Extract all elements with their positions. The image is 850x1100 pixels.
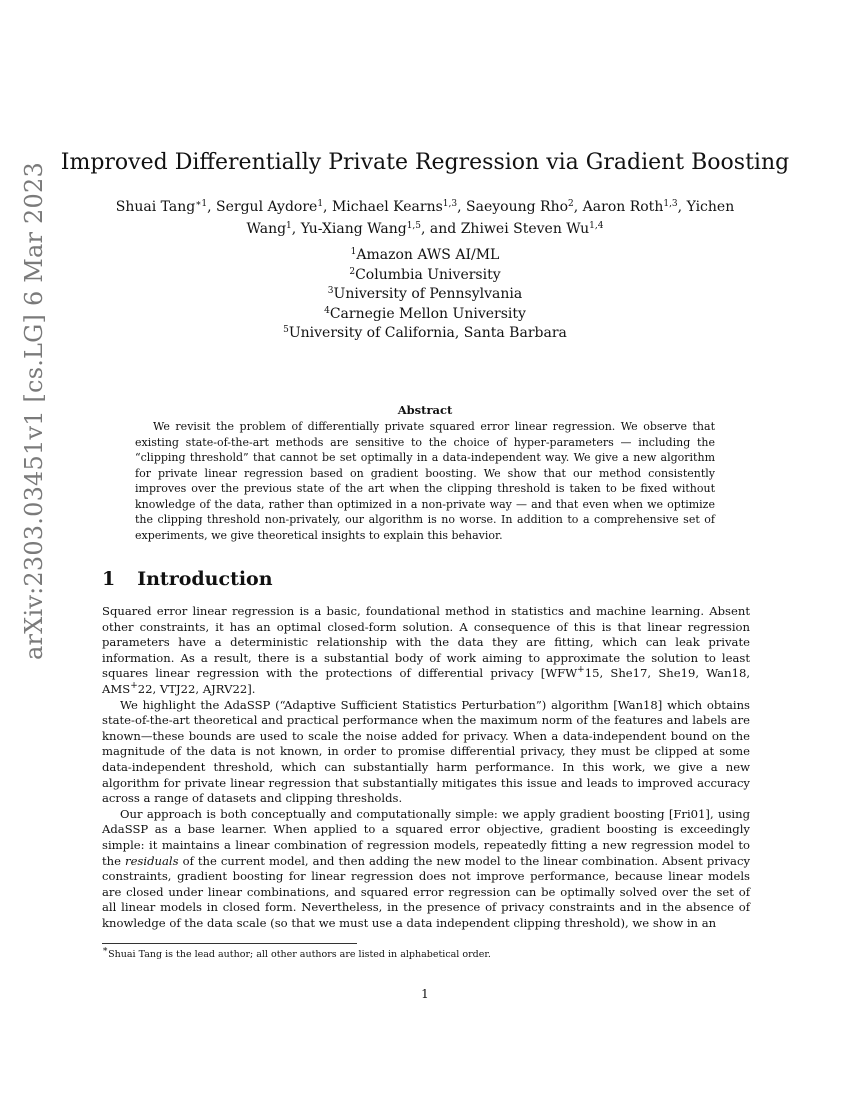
affiliation-list xyxy=(180,246,670,344)
author: Sergul Aydore$^1$ xyxy=(216,199,324,215)
introduction-body xyxy=(102,604,750,931)
abstract-text: We revisit the problem of differentially private squared error linear regression. We observe that existing state-of-the-art methods are sensitive to the choice of hyper-parameters — including the “clipping threshold” that cannot be set optimally in a data-independent way. We give a new algorithm for private linear regression based on gradient boosting. We show that our method consistently improves over the previous state of the art when the clipping threshold is taken to be fixed without knowledge of the data, rather than optimized in a non-private way — and that even when we optimize the clipping threshold non-privately, our algorithm is no worse. In addition to a comprehensive set of experiments, we give theoretical insights to explain this behavior. xyxy=(135,420,715,542)
paragraph: Squared error linear regression is a basic, foundational method in statistics and machine learning. Absent other constraints, it has an optimal closed-form solution. A consequence of this is that linear regression parameters have a deterministic relationship with the data they are fitting, which can leak private information. As a result, there is a substantial body of work aiming to approximate the solution to least squares linear regression with the protections of differential privacy [WFW+15, She17, She19, Wan18, AMS+22, VTJ22, AJRV22]. xyxy=(102,604,751,696)
author: Shuai Tang$^{∗1}$ xyxy=(115,199,208,215)
paragraph: We highlight the AdaSSP (“Adaptive Sufficient Statistics Perturbation”) algorithm [Wan18] which obtains state-of-the-art theoretical and practical performance when the maximum norm of the features and labels are known—these bounds are used to scale the noise added for privacy. When a data-independent bound on the magnitude of the data is not known, in order to promise differential privacy, they must be clipped at some data-independent threshold, which can substantially harm performance. In this work, we give a new algorithm for private linear regression that substantially mitigates this issue and leads to improved accuracy across a range of datasets and clipping thresholds. xyxy=(102,697,750,806)
affiliation: $^5$University of California, Santa Barbara xyxy=(283,325,567,341)
footnote-divider xyxy=(102,943,357,944)
author-list: Shuai Tang$^{∗1}$, Sergul Aydore$^1$, Michael Kearns$^{1,3}$, Saeyoung Rho$^2$, Aaron Roth$^{1,3}$, Yichen Wang$^1$, Yu-Xiang Wang$^{1,5}$, and Zhiwei Steven Wu$^{1,4}$ xyxy=(115,199,735,237)
footnote: ∗Shuai Tang is the lead author; all other authors are listed in alphabetical order. xyxy=(102,945,491,960)
section-number: 1 xyxy=(102,568,116,590)
section-heading xyxy=(102,568,273,590)
affiliation: $^3$University of Pennsylvania xyxy=(327,286,523,302)
paper-title: Improved Differentially Private Regression via Gradient Boosting xyxy=(60,150,790,175)
author: Saeyoung Rho$^2$ xyxy=(466,199,574,215)
affiliation: $^4$Carnegie Mellon University xyxy=(324,305,526,322)
affiliation: $^1$Amazon AWS AI/ML xyxy=(350,247,500,263)
author: Michael Kearns$^{1,3}$ xyxy=(331,199,458,215)
author: Yu-Xiang Wang$^{1,5}$ xyxy=(300,221,422,237)
author: Aaron Roth$^{1,3}$ xyxy=(582,199,678,215)
author: Zhiwei Steven Wu$^{1,4}$ xyxy=(460,221,604,237)
arxiv-identifier[interactable]: arXiv:2303.03451v1 [cs.LG] 6 Mar 2023 xyxy=(20,162,48,660)
author: Yichen Wang$^1$ xyxy=(246,199,735,237)
abstract-heading: Abstract xyxy=(397,403,453,417)
affiliation: $^2$Columbia University xyxy=(349,266,501,283)
page-number: 1 xyxy=(421,987,429,1001)
paragraph: Our approach is both conceptually and computationally simple: we apply gradient boosting [Fri01], using AdaSSP as a base learner. When applied to a squared error objective, gradient boosting is exceedingly simple: it maintains a linear combination of regression models, repeatedly fitting a new regression model to the residuals of the current model, and then adding the new model to the linear combination. Absent privacy constraints, gradient boosting for linear regression does not improve performance, because linear models are closed under linear combinations, and squared error regression can be optimally solved over the set of all linear models in closed form. Nevertheless, in the presence of privacy constraints and in the absence of knowledge of the data scale (so that we must use a data independent clipping threshold), we show in an xyxy=(102,806,750,930)
section-title: Introduction xyxy=(137,568,273,590)
author-conjunction: and xyxy=(429,221,457,237)
